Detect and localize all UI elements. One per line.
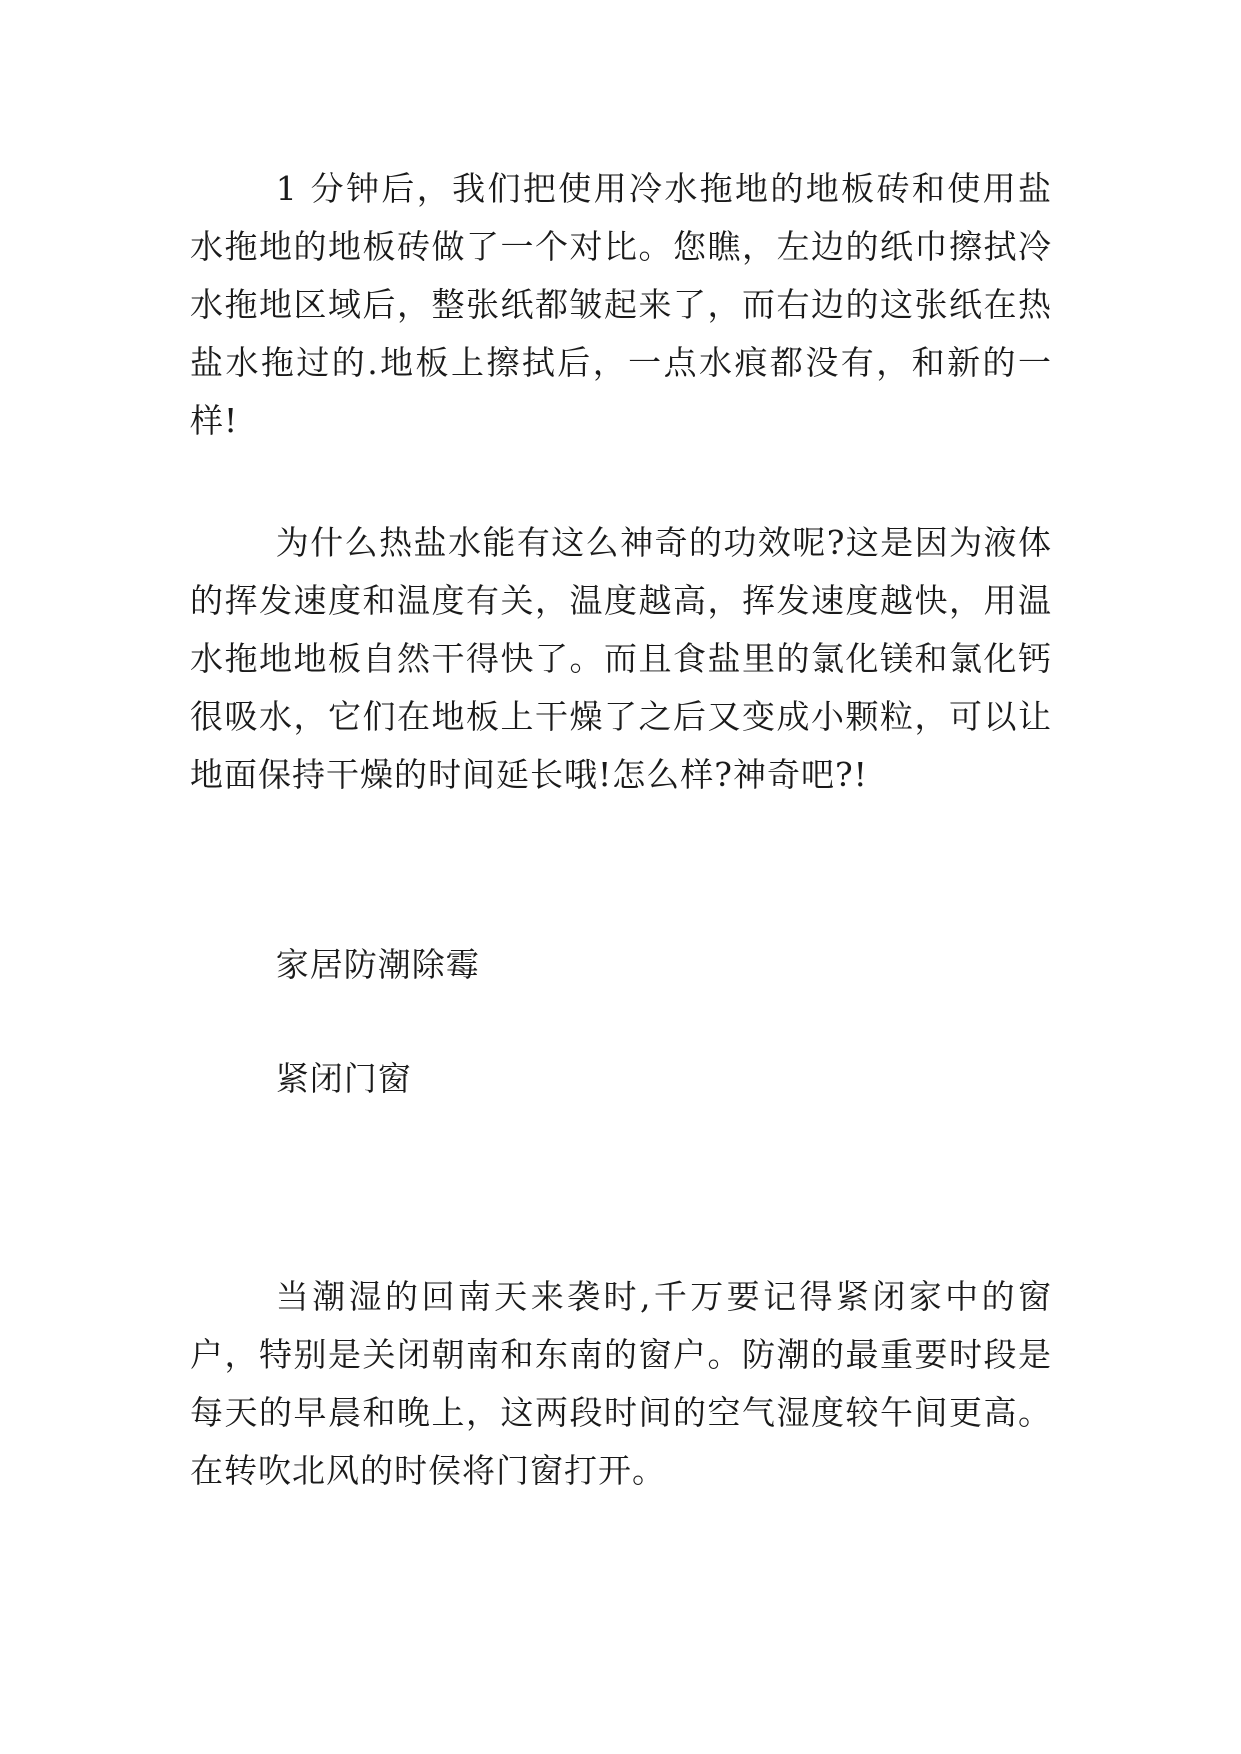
paragraph-close-windows: 当潮湿的回南天来袭时,千万要记得紧闭家中的窗户，特别是关闭朝南和东南的窗户。防潮的最重要时段是每天的早晨和晚上，这两段时间的空气湿度较午间更高。在转吹北风的时侯将门窗打开。 xyxy=(190,1277,1052,1490)
section-heading-close-windows: 紧闭门窗 xyxy=(275,1059,412,1098)
paragraph-salt-water-comparison: 1 分钟后，我们把使用冷水拖地的地板砖和使用盐水拖地的地板砖做了一个对比。您瞧，左边的纸巾擦拭冷水拖地区域后，整张纸都皱起来了，而右边的这张纸在热盐水拖过的.地板上擦拭后，一点水痕都没有，和新的一样! xyxy=(190,169,1052,440)
section-heading-moisture-mold: 家居防潮除霉 xyxy=(275,945,480,984)
paragraph-salt-water-explanation: 为什么热盐水能有这么神奇的功效呢?这是因为液体的挥发速度和温度有关，温度越高，挥发速度越快，用温水拖地地板自然干得快了。而且食盐里的氯化镁和氯化钙很吸水，它们在地板上干燥了之后又变成小颗粒，可以让地面保持干燥的时间延长哦!怎么样?神奇吧?! xyxy=(190,523,1052,794)
